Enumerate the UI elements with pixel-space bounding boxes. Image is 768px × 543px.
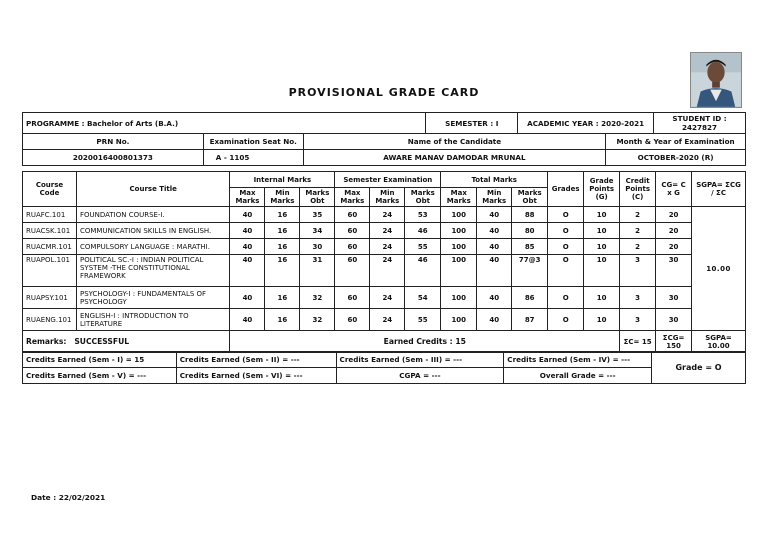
sem-max: 60: [335, 287, 370, 309]
internal-min: 16: [265, 309, 300, 331]
internal-max: 40: [230, 287, 265, 309]
sum-c: ΣC= 15: [620, 331, 656, 353]
grade: O: [548, 223, 584, 239]
total-min: 40: [477, 255, 512, 287]
col-credit-points: Credit Points (C): [620, 172, 656, 207]
credit-points: 2: [620, 223, 656, 239]
credit-points: 3: [620, 255, 656, 287]
col-course-code: Course Code: [23, 172, 77, 207]
total-obt: 80: [512, 223, 548, 239]
internal-min: 16: [265, 287, 300, 309]
table-row: [23, 207, 746, 223]
col-sem-min: Min Marks: [370, 188, 405, 207]
total-obt: 85: [512, 239, 548, 255]
issue-date: Date : 22/02/2021: [31, 493, 106, 502]
sgpa-summary: SGPA= 10.00: [692, 331, 746, 353]
sem-max: 60: [335, 239, 370, 255]
total-max: 100: [441, 255, 477, 287]
sem-max: 60: [335, 309, 370, 331]
internal-min: 16: [265, 207, 300, 223]
course-title: COMPULSORY LANGUAGE : MARATHI.: [76, 239, 229, 255]
sem-min: 24: [370, 309, 405, 331]
total-obt: 77@3: [512, 255, 548, 287]
col-total-max: Max Marks: [441, 188, 477, 207]
cg-value: 20: [656, 239, 692, 255]
internal-obt: 35: [300, 207, 335, 223]
sem-min: 24: [370, 239, 405, 255]
credits-sem-1: Credits Earned (Sem - I) = 15: [23, 352, 177, 368]
table-row: [23, 239, 746, 255]
total-max: 100: [441, 239, 477, 255]
remarks-value: SUCCESSFUL: [74, 337, 130, 346]
internal-obt: 31: [300, 255, 335, 287]
internal-min: 16: [265, 255, 300, 287]
internal-obt: 32: [300, 287, 335, 309]
seat-label: Examination Seat No.: [203, 134, 303, 150]
credits-sem-2: Credits Earned (Sem - II) = ---: [176, 352, 336, 368]
marks-table: [22, 171, 746, 353]
academic-year-cell: ACADEMIC YEAR : 2020-2021: [518, 113, 654, 134]
grade-points: 10: [584, 287, 620, 309]
seat-value: A - 1105: [203, 150, 303, 166]
cg-value: 20: [656, 223, 692, 239]
course-title: POLITICAL SC.-I : INDIAN POLITICAL SYSTEM -THE CONSTITUTIONAL FRAMEWORK: [76, 255, 229, 287]
total-min: 40: [477, 287, 512, 309]
grade-points: 10: [584, 309, 620, 331]
overall-grade: Overall Grade = ---: [504, 368, 652, 384]
credits-sem-5: Credits Earned (Sem - V) = ---: [23, 368, 177, 384]
final-grade: Grade = O: [652, 352, 746, 384]
prn-value: 2020016400801373: [23, 150, 204, 166]
month-value: OCTOBER-2020 (R): [606, 150, 746, 166]
total-obt: 87: [512, 309, 548, 331]
credits-sem-6: Credits Earned (Sem - VI) = ---: [176, 368, 336, 384]
internal-max: 40: [230, 309, 265, 331]
col-total-min: Min Marks: [477, 188, 512, 207]
month-label: Month & Year of Examination: [606, 134, 746, 150]
course-title: COMMUNICATION SKILLS IN ENGLISH.: [76, 223, 229, 239]
col-semester-exam: Semester Examination: [335, 172, 441, 188]
cg-value: 30: [656, 255, 692, 287]
course-code: RUAPOL.101: [23, 255, 77, 287]
total-max: 100: [441, 287, 477, 309]
col-grade-points: Grade Points (G): [584, 172, 620, 207]
course-code: RUAPSY.101: [23, 287, 77, 309]
prn-label: PRN No.: [23, 134, 204, 150]
col-internal-max: Max Marks: [230, 188, 265, 207]
grade-points: 10: [584, 239, 620, 255]
total-max: 100: [441, 309, 477, 331]
cg-value: 30: [656, 287, 692, 309]
earned-credits: Earned Credits : 15: [230, 331, 620, 353]
course-code: RUAFC.101: [23, 207, 77, 223]
name-label: Name of the Candidate: [303, 134, 605, 150]
sem-obt: 46: [405, 255, 441, 287]
col-sgpa: SGPA= ΣCG / ΣC: [692, 172, 746, 207]
total-min: 40: [477, 207, 512, 223]
name-value: AWARE MANAV DAMODAR MRUNAL: [303, 150, 605, 166]
total-obt: 88: [512, 207, 548, 223]
internal-obt: 34: [300, 223, 335, 239]
grade-points: 10: [584, 255, 620, 287]
col-internal-obt: Marks Obt: [300, 188, 335, 207]
sem-max: 60: [335, 223, 370, 239]
grade: O: [548, 255, 584, 287]
grade: O: [548, 207, 584, 223]
credit-points: 3: [620, 309, 656, 331]
programme-info-table: [22, 112, 746, 134]
total-max: 100: [441, 223, 477, 239]
col-internal: Internal Marks: [230, 172, 335, 188]
col-total: Total Marks: [441, 172, 548, 188]
credit-points: 2: [620, 207, 656, 223]
page-title: PROVISIONAL GRADE CARD: [288, 86, 480, 99]
course-code: RUACMR.101: [23, 239, 77, 255]
course-code: RUACSK.101: [23, 223, 77, 239]
grade: O: [548, 309, 584, 331]
remarks-label: Remarks:: [26, 337, 67, 346]
col-total-obt: Marks Obt: [512, 188, 548, 207]
credits-sem-4: Credits Earned (Sem - IV) = ---: [504, 352, 652, 368]
grade: O: [548, 287, 584, 309]
credit-points: 2: [620, 239, 656, 255]
table-row: [23, 287, 746, 309]
col-sem-obt: Marks Obt: [405, 188, 441, 207]
total-min: 40: [477, 239, 512, 255]
summary-row: [23, 331, 746, 353]
sem-min: 24: [370, 223, 405, 239]
credits-sem-3: Credits Earned (Sem - III) = ---: [336, 352, 504, 368]
candidate-info-table: [22, 133, 746, 166]
table-row: [23, 255, 746, 287]
programme-cell: PROGRAMME : Bachelor of Arts (B.A.): [23, 113, 426, 134]
sem-min: 24: [370, 207, 405, 223]
col-cg: CG= C x G: [656, 172, 692, 207]
internal-obt: 32: [300, 309, 335, 331]
course-title: PSYCHOLOGY-I : FUNDAMENTALS OF PSYCHOLOGY: [76, 287, 229, 309]
table-row: [23, 309, 746, 331]
col-grades: Grades: [548, 172, 584, 207]
course-title: FOUNDATION COURSE-I.: [76, 207, 229, 223]
sem-obt: 55: [405, 239, 441, 255]
internal-obt: 30: [300, 239, 335, 255]
sem-obt: 55: [405, 309, 441, 331]
sem-obt: 53: [405, 207, 441, 223]
student-photo: [690, 52, 742, 108]
credits-table: [22, 351, 746, 384]
credit-points: 3: [620, 287, 656, 309]
internal-max: 40: [230, 207, 265, 223]
internal-min: 16: [265, 239, 300, 255]
sgpa-value: 10.00: [692, 207, 746, 331]
total-min: 40: [477, 309, 512, 331]
sem-min: 24: [370, 255, 405, 287]
total-max: 100: [441, 207, 477, 223]
sem-obt: 54: [405, 287, 441, 309]
internal-max: 40: [230, 239, 265, 255]
col-course-title: Course Title: [76, 172, 229, 207]
course-title: ENGLISH-I : INTRODUCTION TO LITERATURE: [76, 309, 229, 331]
course-code: RUAENG.101: [23, 309, 77, 331]
cgpa: CGPA = ---: [336, 368, 504, 384]
col-sem-max: Max Marks: [335, 188, 370, 207]
grade-points: 10: [584, 223, 620, 239]
grade: O: [548, 239, 584, 255]
col-internal-min: Min Marks: [265, 188, 300, 207]
grade-points: 10: [584, 207, 620, 223]
sem-max: 60: [335, 255, 370, 287]
sum-cg: ΣCG= 150: [656, 331, 692, 353]
internal-max: 40: [230, 255, 265, 287]
total-min: 40: [477, 223, 512, 239]
sem-min: 24: [370, 287, 405, 309]
remarks-cell: [23, 331, 230, 353]
internal-max: 40: [230, 223, 265, 239]
semester-cell: SEMESTER : I: [426, 113, 518, 134]
cg-value: 20: [656, 207, 692, 223]
total-obt: 86: [512, 287, 548, 309]
internal-min: 16: [265, 223, 300, 239]
table-row: [23, 223, 746, 239]
student-id-cell: STUDENT ID : 2427827: [654, 113, 746, 134]
cg-value: 30: [656, 309, 692, 331]
sem-obt: 46: [405, 223, 441, 239]
sem-max: 60: [335, 207, 370, 223]
